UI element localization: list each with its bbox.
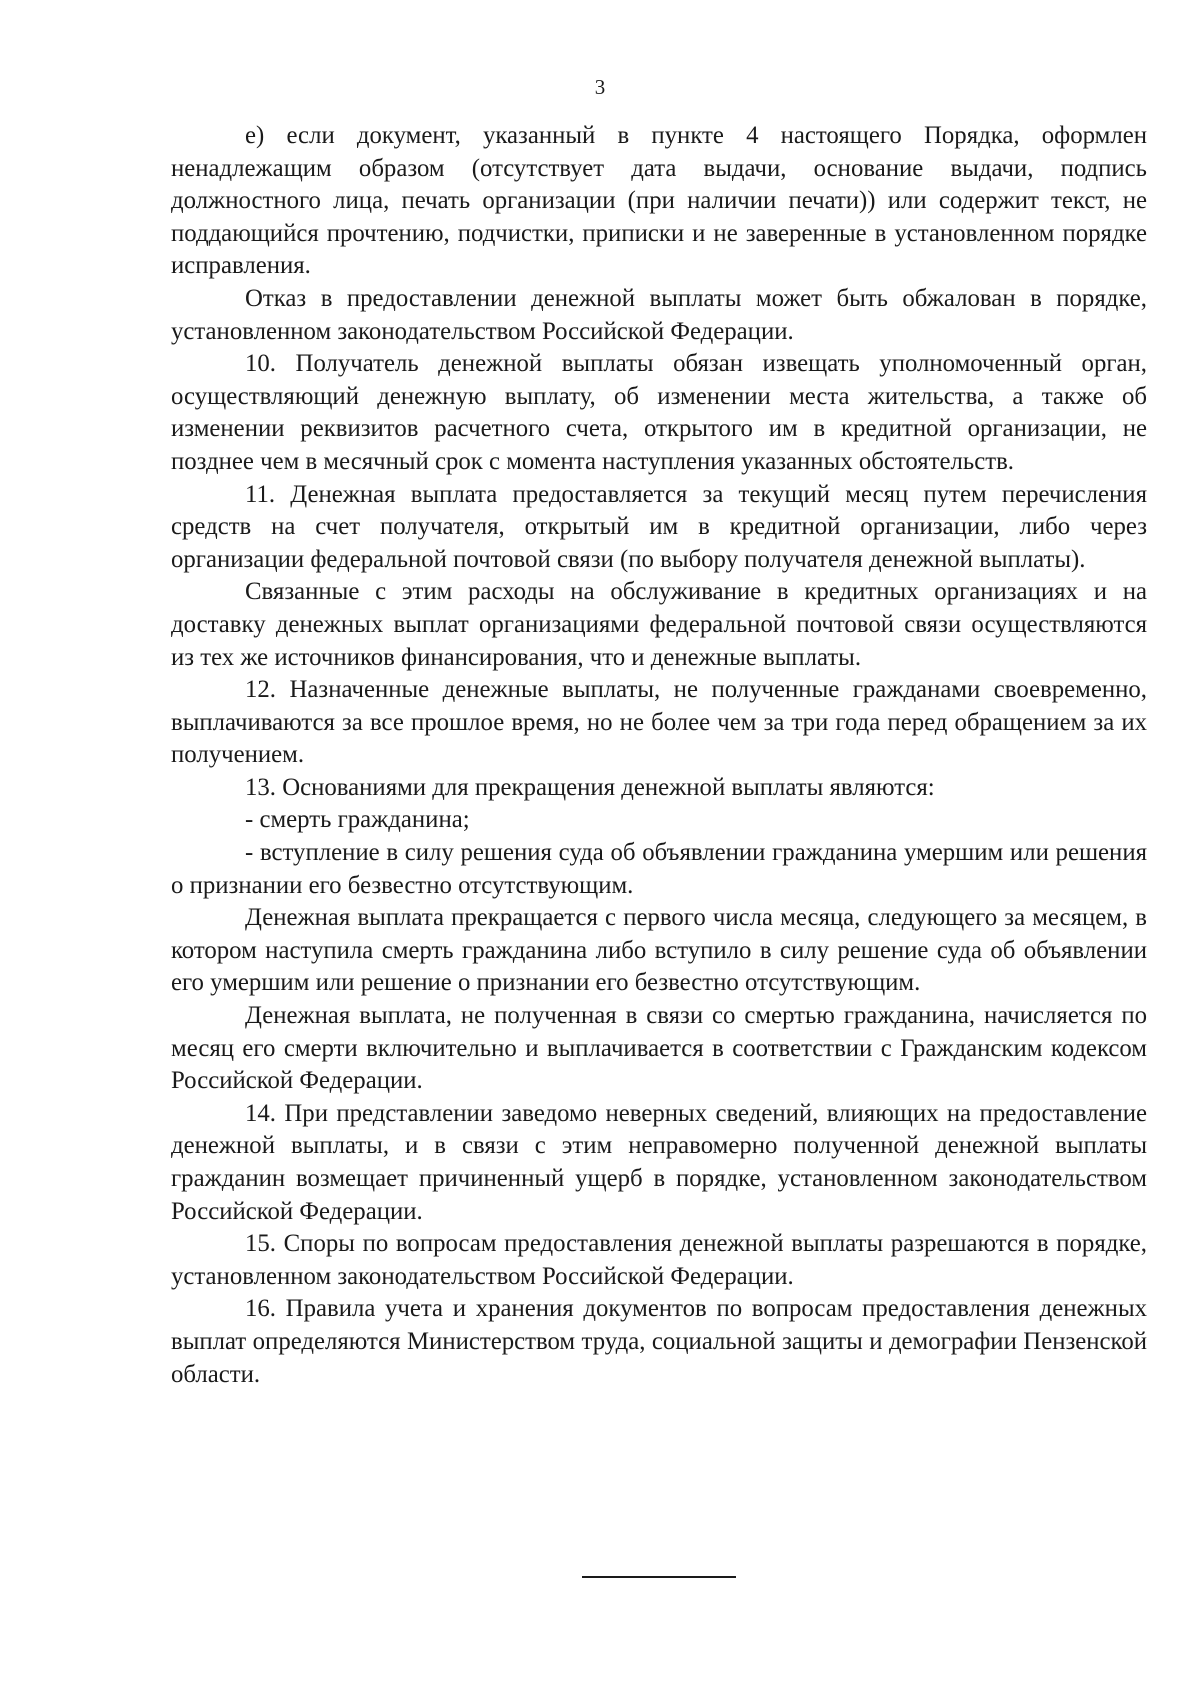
paragraph-clause-14: 14. При представлении заведомо неверных сведений, влияющих на предоставление денежной выплаты, и в связи с этим неправомерно полученной денежной выплаты гражданин возмещает причиненный ущерб в порядке, установленном законодательством Российской Федерации. — [171, 1099, 1147, 1225]
document-body — [171, 120, 1147, 1391]
list-item-court-decision: - вступление в силу решения суда об объявлении гражданина умершим или решения о признании его безвестно отсутствующим. — [171, 839, 1147, 899]
list-item-death: - смерть гражданина; — [245, 806, 470, 834]
page-number: 3 — [594, 75, 606, 99]
paragraph-clause-10: 10. Получатель денежной выплаты обязан извещать уполномоченный орган, осуществляющий денежную выплату, об изменении места жительства, а также об изменении реквизитов расчетного счета, открытого им в кредитной организации, не позднее чем в месячный срок с момента наступления указанных обстоятельств. — [171, 350, 1147, 475]
paragraph-clause-11: 11. Денежная выплата предоставляется за текущий месяц путем перечисления средств на счет получателя, открытый им в кредитной организации, либо через организации федеральной почтовой связи (по выбору получателя денежной выплаты). — [171, 480, 1147, 573]
paragraph-clause-13: 13. Основаниями для прекращения денежной выплаты являются: — [245, 773, 935, 801]
paragraph-related-expenses: Связанные с этим расходы на обслуживание в кредитных организациях и на доставку денежных выплат организациями федеральной почтовой связи осуществляются из тех же источников финансирования, что и денежные выплаты. — [171, 578, 1147, 671]
paragraph-clause-12: 12. Назначенные денежные выплаты, не полученные гражданами своевременно, выплачиваются за все прошлое время, но не более чем за три года перед обращением за их получением. — [171, 676, 1147, 769]
paragraph-termination-date: Денежная выплата прекращается с первого числа месяца, следующего за месяцем, в котором наступила смерть гражданина либо вступило в силу решение суда об объявлении его умершим или решение о признании его безвестно отсутствующим. — [171, 904, 1147, 997]
paragraph-refusal-appeal: Отказ в предоставлении денежной выплаты может быть обжалован в порядке, установленном законодательством Российской Федерации. — [171, 284, 1147, 345]
paragraph-item-e: е) если документ, указанный в пункте 4 настоящего Порядка, оформлен ненадлежащим образом (отсутствует дата выдачи, основание выдачи, подпись должностного лица, печать организации (при наличии печати)) или содержит текст, не поддающийся прочтению, подчистки, приписки и не заверенные в установленном порядке исправления. — [171, 122, 1147, 280]
paragraph-unreceived-payment: Денежная выплата, не полученная в связи со смертью гражданина, начисляется по месяц его смерти включительно и выплачивается в соответствии с Гражданским кодексом Российской Федерации. — [171, 1002, 1147, 1095]
paragraph-clause-16: 16. Правила учета и хранения документов по вопросам предоставления денежных выплат определяются Министерством труда, социальной защиты и демографии Пензенской области. — [171, 1295, 1147, 1388]
paragraph-clause-15: 15. Споры по вопросам предоставления денежной выплаты разрешаются в порядке, установленном законодательством Российской Федерации. — [171, 1230, 1147, 1290]
end-of-document-rule — [582, 1576, 736, 1578]
